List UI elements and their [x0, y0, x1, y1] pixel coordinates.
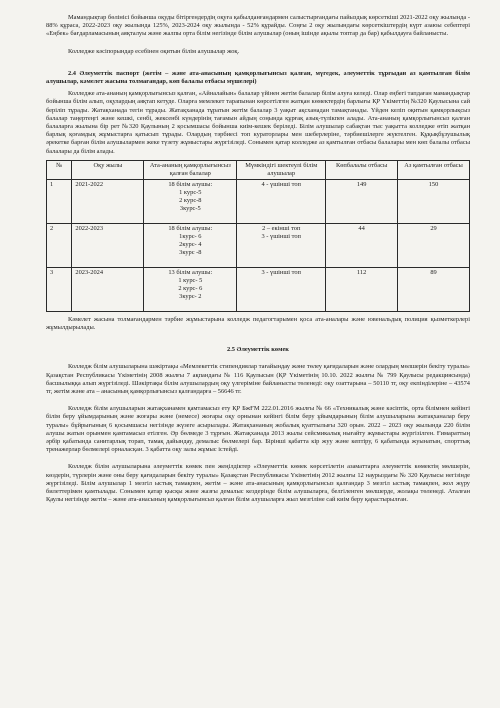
section-2-5-paragraph-3: Колледж білім алушыларына әлеуметтік көмек пен жеңілдіктер «Әлеуметтік көмек көрсетілетін азаматтарға әлеуметтік көмектің мөлшерін, көздерін, түрлерін және оны беру қағидаларын бекіту туралы» Қазақстан Республикасы Үкіметінің 2012 жылғы 12 наурыздағы № 320 Қаулысы негізінде жүргізіледі. Білім алушылар 1 мезгіл ыстық тамақпен, жетім – және ата-анасының қамқорлығынсыз қалғандар 3 мезгіл ыстық тамақпен, жол жүру билеттерімен қамтылады. Сонымен қатар қысқы және жазғы демалыс кездерінде білім алушыларға, белгіленген мөлшерде, жолақы төленеді. Аталған Қаулы негізінде жетім – және ата-анасының қамқорлығынсыз қалған білім алушыларға жыл мезгіліне сай киім беру қарастырылған. [46, 463, 470, 504]
cell-disabled: 3 - үшінші топ [237, 267, 326, 311]
table-row [47, 267, 470, 311]
header-without-parents: Ата-ананың қамқорлығынсыз қалған балалар [144, 160, 237, 179]
header-disabled: Мүмкіндігі шектеулі білім алушылар [237, 160, 326, 179]
cell-disabled: 2 – екінші топ 3 - үшінші топ [237, 223, 326, 267]
intro-paragraph-2: Колледже кәсіпорындар есебінен оқитын білім алушылар жоқ. [68, 47, 240, 55]
section-2-5-paragraph-2: Колледж білім алушыларын жатақханамен қамтамасыз ету ҚР БжҒМ 222.01.2016 жылғы № 66 «Техникалық және кәсіптік, орта білімнен кейінгі білім беру ұйымдарының және жоғары және (немесе) жоғары оқу орнынан кейінгі білім беру ұйымдарының білім алушыларына жатақханалар беру туралы» бұйрығының 6 қосымшасы негізінде жүзеге асырылады. Жатақхананың жобалық қуаттылығы 320 орын. 2022 – 2023 оқу жылында 220 білім алушы жатын орынмен қамтамасыз етілген. Әр бөлмеде 3 тұрғын. Жатақханада 2013 жылы сейсмикалық нығайту жұмыстары жүргізілген. Ғимараттың әрбір қабатында санитарлық торап, тамақ дайындау, демалыс бөлмелері бар. Бірінші қабатта кір жуу және кептіру, 6 қабатында жуынатын, спорттық тренажерлар бөлмелері орналасқан. 3 қабатта оқу залы жұмыс істейді. [46, 405, 470, 454]
cell-year: 2021-2022 [72, 179, 144, 223]
section-2-4-heading: 2.4 Әлеуметтік паспорт (жетім – және ата-анасының қамқорлығынсыз қалған, мүгедек, әлеуметтік тұрғыдан аз қамтылған білім алушылар, кәмелет жасына толмағандар, көп балалы отбасы мүшелері) [46, 69, 470, 86]
cell-without-parents: 18 білім алушы: 1курс- 6 2курс- 4 3курс -8 [144, 223, 237, 267]
header-large-family: Көпбалалы отбасы [326, 160, 398, 179]
cell-number: 3 [47, 267, 72, 311]
header-low-income: Аз қамтылған отбасы [398, 160, 470, 179]
cell-large-family: 149 [326, 179, 398, 223]
cell-large-family: 44 [326, 223, 398, 267]
table-header-row [47, 160, 470, 179]
cell-number: 2 [47, 223, 72, 267]
table-row [47, 179, 470, 223]
cell-low-income: 150 [398, 179, 470, 223]
table-row [47, 223, 470, 267]
section-2-5-heading: 2.5 Әлеуметтік көмек [227, 346, 289, 354]
after-table-paragraph: Кәмелет жасына толмағандармен тәрбие жұмыстарына колледж педагогтарымен қоса ата-аналары және ювенальдық полиция қызметкерлері жұмылдырылады. [46, 315, 470, 332]
social-passport-table [46, 160, 470, 312]
cell-number: 1 [47, 179, 72, 223]
cell-large-family: 112 [326, 267, 398, 311]
cell-year: 2022-2023 [72, 223, 144, 267]
cell-without-parents: 18 білім алушы: 1 курс-5 2 курс-8 3курс-5 [144, 179, 237, 223]
cell-low-income: 29 [398, 223, 470, 267]
cell-year: 2023-2024 [72, 267, 144, 311]
cell-disabled: 4 - үшінші топ [237, 179, 326, 223]
intro-paragraph-1: Мамандықтар бөлінісі бойынша оқуды бітіргендердің оқуға қабылданғандармен салыстырғандағы пайыздық көрсеткіші 2021-2022 оқу жылында - 88% құраса, 2022-2023 оқу жылында 125%, 2023-2024 оқу жылында - 52% құрайды. Соңғы 2 оқу жылындағы көрсеткіштердің күрт азаюы себептері «Еңбек» бағдарламасының аяқталуы және жалпы орта білім негізінде білім алушылар (оның ішінде ақылы топтар да бар) қабылдауға байланысты. [46, 14, 470, 38]
cell-without-parents: 13 білім алушы: 1 курс- 5 2 курс- 6 3курс- 2 [144, 267, 237, 311]
section-2-4-paragraph: Колледже ата-ананың қамқорлығынсыз қалған, «Айналайын» балалар үйінен жетім балалар білім алуға келеді. Олар еңбегі тапдаған мамандықтар бойынша білім алып, оқулардың аяқтап кетуде. Оларға мемлекет тарапынан көрсетілген жатқан көмектердің барлығы ҚР Үкіметтің №320 Қаулысына сай беріліп тұрады. Жатақханада тегін тұрады. Жатақханада тұратын жетім балалар 3 уақыт ақсханадан тамақтанады. Үйден келіп оқитын қамқорлықсыз балалар таңертеңгі және кешкі, сенбі, жексенбі күндерінің тағамын айдың соңында құрғақ азық-түлікпен алады. Ата-ананың қамқорлығынсыз қалған балаларға жылына бір рет №320 Қаулының 2 қосымшасы бойынша киім-кешек беріледі. Білім алушылар сабақтан тыс уақытта колледже өтіп жатқан барлық қоғамдық жұмыстарға қатысып тұрады. Олардың тәрбиесі топ кураторлары мен шеберлеріне, тәрбиешілерге жүктелген. Құқықбұзушылық әрекетке барған білім алушылармен жеке түзету жұмыстары жүргізіледі. Сонымен қатар колледже аз қамтылған отбасы балалары мен көп балалы отбасы балалары да білім алады. [46, 90, 470, 155]
section-2-5-paragraph-1: Колледж білім алушыларына шәкіртақы «Мемлекеттік стипендиялар тағайындау және төлеу қағидаларын және олардың мөлшерін бекіту туралы» Қазақстан Республикасы Үкіметінің 2008 жылғы 7 ақпандағы № 116 Қаулысын (ҚР Үкіметінің 10.10. 2022 жылғы № 799 Қаулысы редакциясында) басшылыққа алып жүргізіледі. Шәкіртақы білім алушылардың оқу үлгеріміне байланысты төленеді: оқу озаттарына – 50110 тг, оқу екпінділеріне – 43574 тг, жетім және ата – анасының қамқорлығынсыз қалғандарға – 56646 тг. [46, 363, 470, 396]
header-number: № [47, 160, 72, 179]
header-year: Оқу жылы [72, 160, 144, 179]
cell-low-income: 89 [398, 267, 470, 311]
